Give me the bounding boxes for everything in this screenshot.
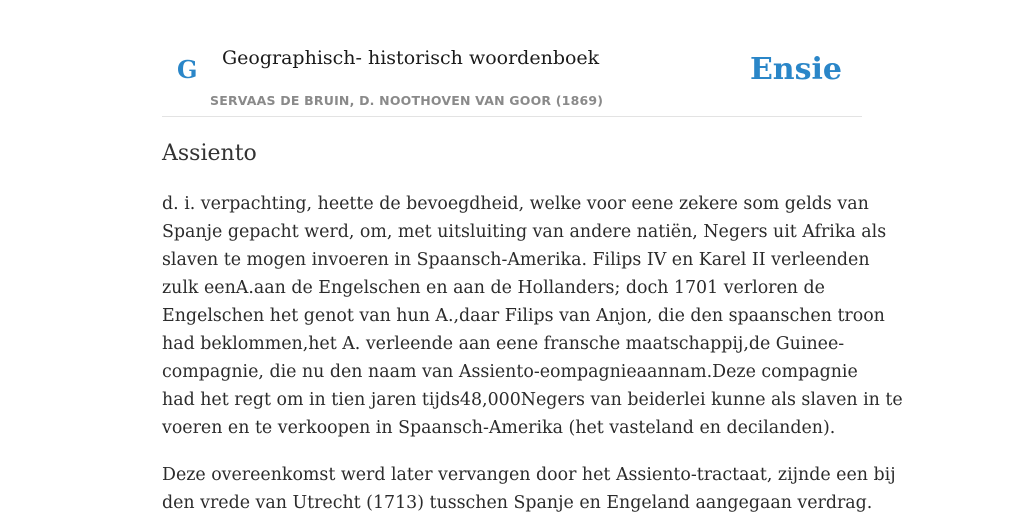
paragraph-line: had beklommen,het A. verleende aan eene fransche maatschappij,de Guinee-: [162, 334, 845, 354]
header: [162, 0, 862, 117]
paragraph-line: Engelschen het genot van hun A.,daar Filips van Anjon, die den spaanschen troon: [162, 306, 885, 326]
paragraph-line: Spanje gepacht werd, om, met uitsluiting van andere natiën, Negers uit Afrika als: [162, 222, 887, 242]
book-author: SERVAAS DE BRUIN, D. NOOTHOVEN VAN GOOR (1869): [210, 93, 604, 108]
paragraph-spacer: [162, 442, 864, 461]
paragraph-line: had het regt om in tien jaren tijds48,000Negers van beiderlei kunne als slaven in te: [162, 390, 903, 410]
book-initial-icon[interactable]: G: [177, 55, 198, 84]
entry-content: [162, 137, 903, 512]
paragraph-line: den vrede van Utrecht (1713) tusschen Spanje en Engeland aangegaan verdrag.: [162, 493, 873, 512]
paragraph-line: slaven te mogen invoeren in Spaansch-Amerika. Filips IV en Karel II verleenden: [162, 250, 870, 270]
ensie-logo[interactable]: Ensie: [749, 52, 842, 87]
book-title-link[interactable]: Geographisch- historisch woordenboek: [222, 47, 600, 69]
paragraph-line: zulk eenA.aan de Engelschen en aan de Hollanders; doch 1701 verloren de: [162, 278, 825, 298]
paragraph-line: voeren en te verkoopen in Spaansch-Amerika (het vasteland en decilanden).: [162, 418, 836, 438]
paragraph-line: d. i. verpachting, heette de bevoegdheid, welke voor eene zekere som gelds van: [162, 194, 869, 214]
paragraph-line: compagnie, die nu den naam van Assiento-eompagnieaannam.Deze compagnie: [162, 362, 858, 382]
entry-title: Assiento: [162, 141, 257, 166]
paragraph-1: [162, 190, 903, 442]
paragraph-2: [162, 461, 896, 512]
paragraph-line: Deze overeenkomst werd later vervangen door het Assiento-tractaat, zijnde een bij: [162, 465, 896, 485]
